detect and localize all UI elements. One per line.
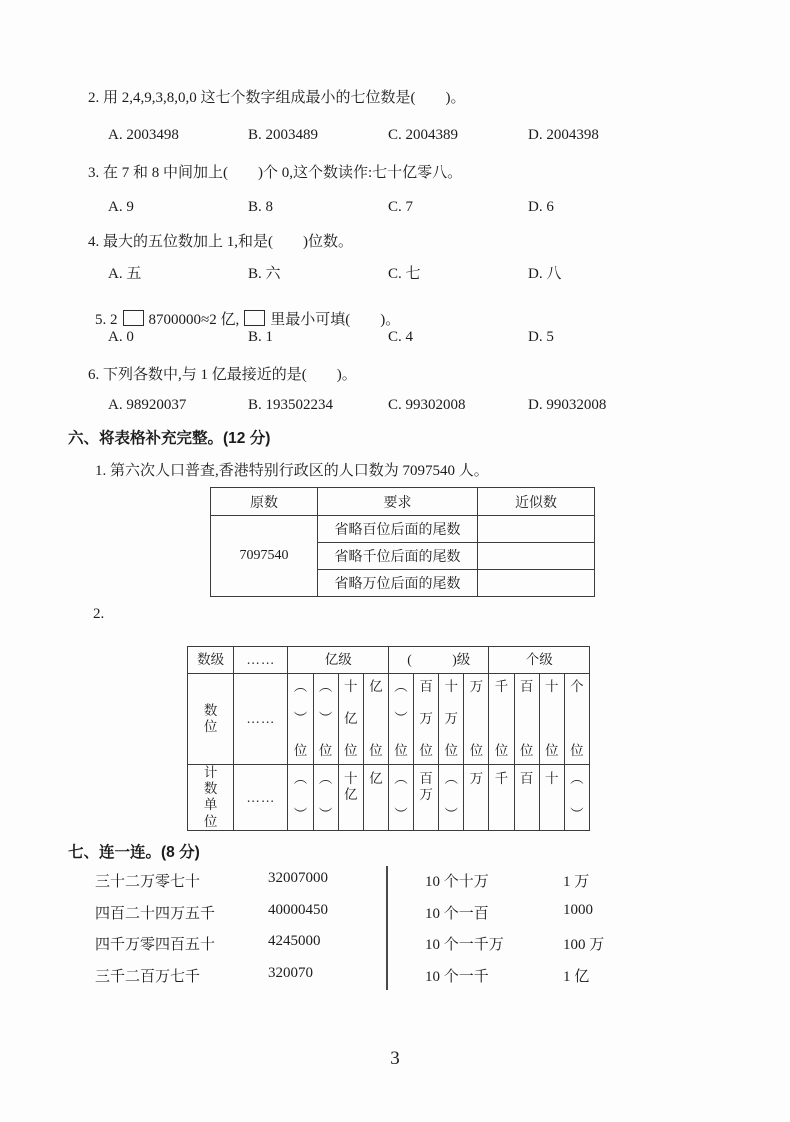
t2-ellipsis: …… — [234, 647, 288, 674]
t1-header-row — [211, 488, 595, 516]
t2-corner-label: 数级 — [188, 647, 234, 674]
page-number: 3 — [390, 1048, 400, 1069]
question-5-options — [108, 329, 728, 349]
t2-place-cell-9: 千 位 — [489, 674, 514, 765]
t1-header-original: 原数 — [211, 488, 318, 516]
question-2-options — [108, 127, 728, 147]
match-value: 1 万 — [563, 874, 590, 890]
t2-place-cell-8: 万 位 — [464, 674, 489, 765]
blank-box-1 — [123, 310, 144, 326]
option-5d: D. 5 — [528, 329, 554, 345]
question-5-post: 里最小可填( )。 — [270, 312, 401, 328]
option-5c: C. 4 — [388, 329, 414, 345]
question-5-mid: 8700000≈2 亿, — [148, 312, 240, 328]
t2-unit-cell-4: 亿 — [363, 765, 388, 831]
match-description: 10 个一百 — [425, 906, 489, 922]
t2-unit-cell-11: 十 — [539, 765, 564, 831]
match-value: 100 万 — [563, 937, 605, 953]
t2-unit-cell-1: ︵ ︶ — [288, 765, 313, 831]
t2-place-cell-3: 十 亿 位 — [338, 674, 363, 765]
option-3d: D. 6 — [528, 199, 554, 215]
option-6a: A. 98920037 — [108, 397, 187, 413]
t1-answer-blank-2 — [478, 543, 595, 570]
section-seven-heading: 七、连一连。(8 分) — [68, 844, 200, 861]
t2-ellipsis: …… — [234, 765, 288, 831]
t2-unit-cell-7: ︵ ︶ — [439, 765, 464, 831]
t1-answer-blank-1 — [478, 516, 595, 543]
t1-requirement-1: 省略百位后面的尾数 — [318, 516, 478, 543]
option-3c: C. 7 — [388, 199, 414, 215]
option-6d: D. 99032008 — [528, 397, 607, 413]
option-4a: A. 五 — [108, 266, 142, 282]
t2-unit-cell-10: 百 — [514, 765, 539, 831]
t2-group-yi: 亿级 — [288, 647, 389, 674]
t2-unit-cell-8: 万 — [464, 765, 489, 831]
t2-place-cell-12: 个 位 — [564, 674, 589, 765]
t1-original-number: 7097540 — [211, 516, 318, 597]
match-description: 10 个一千万 — [425, 937, 504, 953]
question-3-options — [108, 199, 728, 219]
t2-place-cell-4: 亿 位 — [363, 674, 388, 765]
t1-answer-blank-3 — [478, 570, 595, 597]
match-name: 三十二万零七十 — [95, 874, 201, 890]
option-4d: D. 八 — [528, 266, 562, 282]
t2-level-row — [188, 647, 590, 674]
option-4b: B. 六 — [248, 266, 281, 282]
rounding-table — [210, 487, 595, 597]
t2-place-cell-7: 十 万 位 — [439, 674, 464, 765]
t2-ellipsis: …… — [234, 674, 288, 765]
question-6-options — [108, 397, 728, 417]
t2-row2-label: 数 位 — [188, 674, 234, 765]
match-number: 4245000 — [268, 933, 321, 949]
t2-group-ge: 个级 — [489, 647, 590, 674]
t2-unit-cell-9: 千 — [489, 765, 514, 831]
option-3b: B. 8 — [248, 199, 274, 215]
match-number: 40000450 — [268, 902, 328, 918]
table-row — [211, 516, 595, 543]
match-value: 1 亿 — [563, 969, 590, 985]
question-4-text: 4. 最大的五位数加上 1,和是( )位数。 — [88, 234, 353, 250]
option-5a: A. 0 — [108, 329, 134, 345]
match-number: 32007000 — [268, 870, 328, 886]
option-4c: C. 七 — [388, 266, 421, 282]
t2-unit-cell-6: 百 万 — [414, 765, 439, 831]
t1-header-requirement: 要求 — [318, 488, 478, 516]
t2-unit-cell-2: ︵ ︶ — [313, 765, 338, 831]
t2-digit-place-row — [188, 674, 590, 765]
blank-box-2 — [244, 310, 265, 326]
t2-place-cell-6: 百 万 位 — [414, 674, 439, 765]
place-value-table — [187, 646, 590, 831]
t1-requirement-3: 省略万位后面的尾数 — [318, 570, 478, 597]
t2-place-cell-10: 百 位 — [514, 674, 539, 765]
t2-place-cell-1: ︵ ︶ 位 — [288, 674, 313, 765]
match-number: 320070 — [268, 965, 313, 981]
t2-unit-cell-3: 十 亿 — [338, 765, 363, 831]
option-2a: A. 2003498 — [108, 127, 179, 143]
question-4-options — [108, 262, 728, 282]
t1-header-approx: 近似数 — [478, 488, 595, 516]
t2-unit-cell-12: ︵ ︶ — [564, 765, 589, 831]
option-6c: C. 99302008 — [388, 397, 466, 413]
match-name: 四千万零四百五十 — [95, 937, 216, 953]
option-2d: D. 2004398 — [528, 127, 599, 143]
match-description: 10 个十万 — [425, 874, 489, 890]
t2-place-cell-11: 十 位 — [539, 674, 564, 765]
match-description: 10 个一千 — [425, 969, 489, 985]
question-6-text: 6. 下列各数中,与 1 亿最接近的是( )。 — [88, 367, 357, 383]
option-6b: B. 193502234 — [248, 397, 334, 413]
t2-row3-label: 计 数 单 位 — [188, 765, 234, 831]
option-2b: B. 2003489 — [248, 127, 319, 143]
divider-line — [386, 866, 388, 990]
question-5-pre: 5. 2 — [95, 312, 118, 328]
option-5b: B. 1 — [248, 329, 274, 345]
match-name: 三千二百万七千 — [95, 969, 201, 985]
question-2-text: 2. 用 2,4,9,3,8,0,0 这七个数字组成最小的七位数是( )。 — [88, 90, 466, 106]
t1-requirement-2: 省略千位后面的尾数 — [318, 543, 478, 570]
option-3a: A. 9 — [108, 199, 134, 215]
section-six-heading: 六、将表格补充完整。(12 分) — [68, 430, 271, 447]
t2-group-blank: ( )级 — [388, 647, 489, 674]
t2-counting-unit-row — [188, 765, 590, 831]
match-name: 四百二十四万五千 — [95, 906, 216, 922]
section-six-item2-label: 2. — [93, 606, 105, 622]
t2-place-cell-2: ︵ ︶ 位 — [313, 674, 338, 765]
match-value: 1000 — [563, 902, 593, 918]
question-3-text: 3. 在 7 和 8 中间加上( )个 0,这个数读作:七十亿零八。 — [88, 165, 463, 181]
t2-unit-cell-5: ︵ ︶ — [388, 765, 413, 831]
option-2c: C. 2004389 — [388, 127, 459, 143]
section-six-item1: 1. 第六次人口普查,香港特别行政区的人口数为 7097540 人。 — [95, 463, 489, 479]
t2-place-cell-5: ︵ ︶ 位 — [388, 674, 413, 765]
